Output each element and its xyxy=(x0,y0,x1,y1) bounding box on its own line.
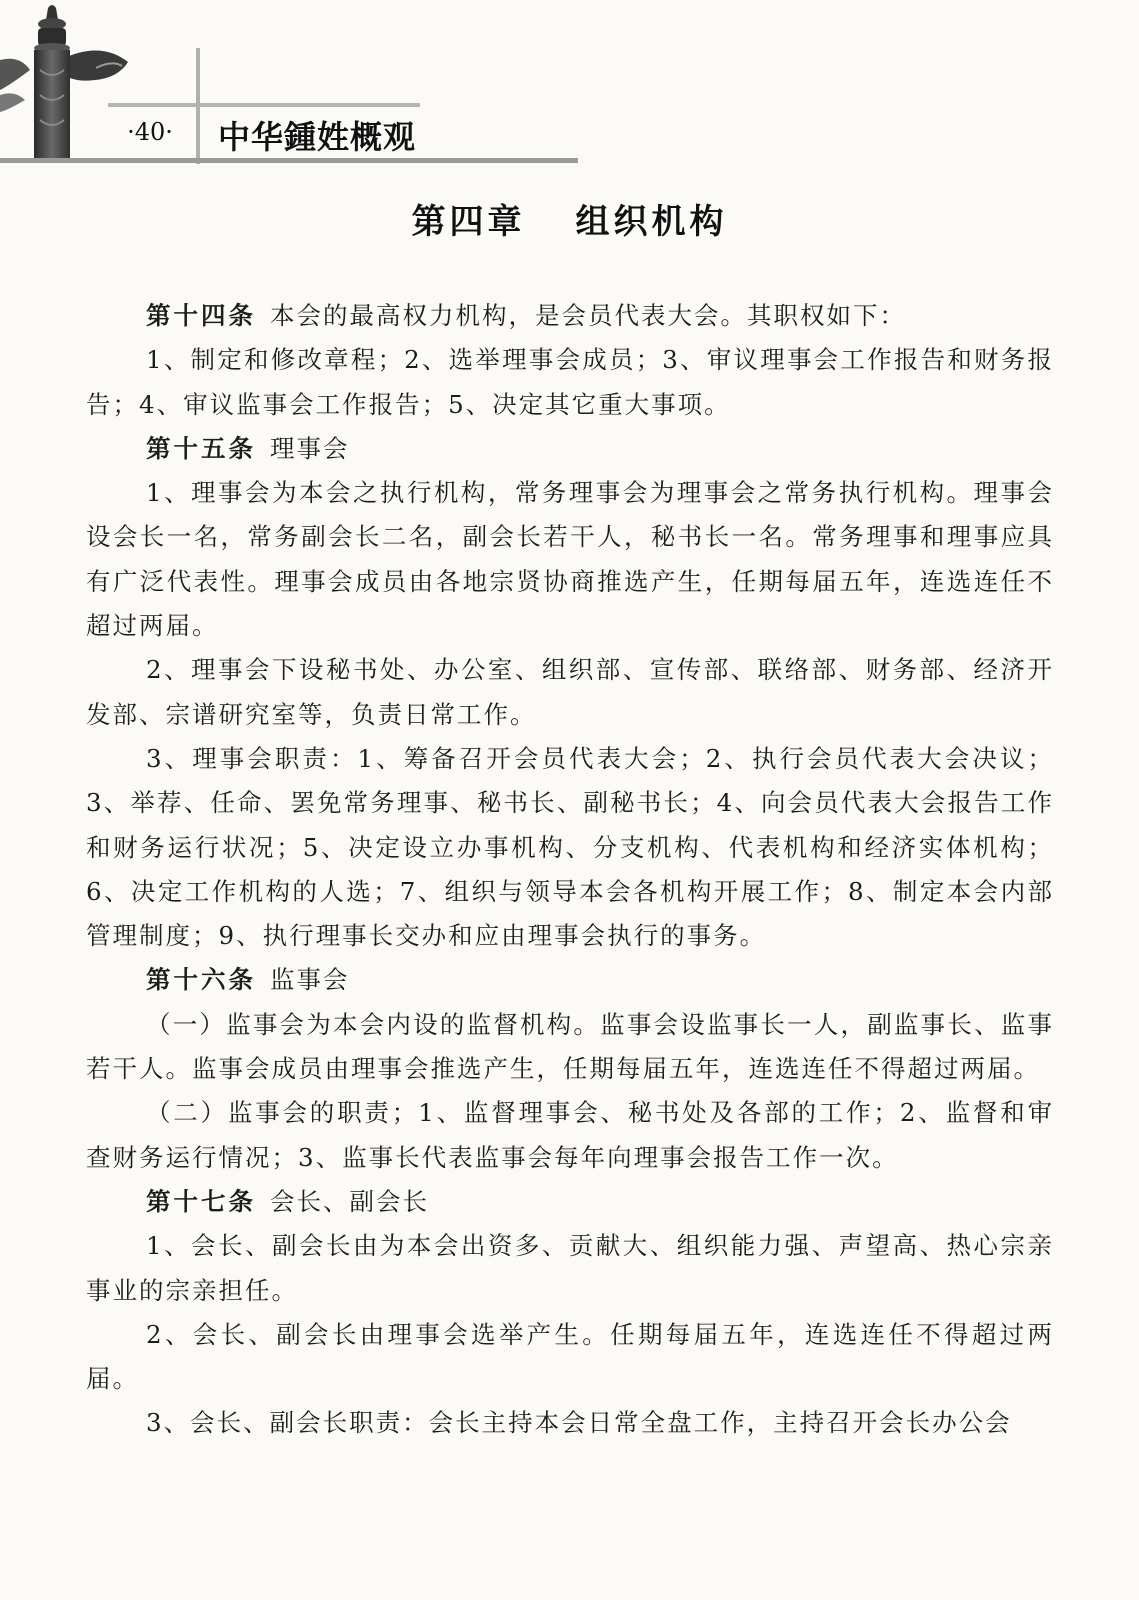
article-17-heading xyxy=(86,1180,1054,1224)
article-title: 会长、副会长 xyxy=(270,1186,429,1216)
paragraph: 2、会长、副会长由理事会选举产生。任期每届五年，连选连任不得超过两届。 xyxy=(86,1319,1054,1394)
article-label: 第十六条 xyxy=(146,965,256,995)
article-title: 本会的最高权力机构，是会员代表大会。其职权如下： xyxy=(270,301,906,330)
article-title: 监事会 xyxy=(270,965,350,995)
paragraph: 1、制定和修改章程；2、选举理事会成员；3、审议理事会工作报告和财务报告；4、审议监事会工作报告；5、决定其它重大事项。 xyxy=(86,345,1054,419)
chapter-title xyxy=(0,194,1139,243)
paragraph: 1、理事会为本会之执行机构，常务理事会为理事会之常务执行机构。理事会设会长一名，常务副会长二名，副会长若干人，秘书长一名。常务理事和理事应具有广泛代表性。理事会成员由各地宗贤协商推选产生，任期每届五年，连选连任不超过两届。 xyxy=(86,478,1054,641)
article-body xyxy=(86,294,1054,1446)
chapter-number: 第四章 xyxy=(411,202,526,242)
header-rule-vertical xyxy=(196,48,200,164)
paragraph: 2、理事会下设秘书处、办公室、组织部、宣传部、联络部、财务部、经济开发部、宗谱研究室等，负责日常工作。 xyxy=(86,655,1054,729)
article-label: 第十五条 xyxy=(146,433,256,463)
paragraph: 3、理事会职责：1、筹备召开会员代表大会；2、执行会员代表大会决议；3、举荐、任命、罢免常务理事、秘书长、副秘书长；4、向会员代表大会报告工作和财务运行状况；5、决定设立办事机构、分支机构、代表机构和经济实体机构；6、决定工作机构的人选；7、组织与领导本会各机构开展工作；8、制定本会内部管理制度；9、执行理事长交办和应由理事会执行的事务。 xyxy=(86,743,1054,951)
header-rule-top xyxy=(108,103,420,107)
article-14-heading xyxy=(86,294,1054,338)
paragraph: （二）监事会的职责；1、监督理事会、秘书处及各部的工作；2、监督和审查财务运行情况；3、监事长代表监事会每年向理事会报告工作一次。 xyxy=(86,1098,1054,1172)
chapter-name: 组织机构 xyxy=(575,202,728,242)
paragraph: 3、会长、副会长职责：会长主持本会日常全盘工作，主持召开会长办公会 xyxy=(146,1408,1012,1438)
article-16-heading xyxy=(86,958,1054,1002)
paragraph: （一）监事会为本会内设的监督机构。监事会设监事长一人，副监事长、监事若干人。监事会成员由理事会推选产生，任期每届五年，连选连任不得超过两届。 xyxy=(86,1009,1054,1084)
article-label: 第十七条 xyxy=(146,1186,256,1216)
article-title: 理事会 xyxy=(270,433,350,463)
paragraph: 1、会长、副会长由为本会出资多、贡献大、组织能力强、声望高、热心宗亲事业的宗亲担任。 xyxy=(86,1231,1054,1305)
article-15-heading xyxy=(86,427,1054,471)
header-rule-bottom xyxy=(0,158,578,163)
page-number: ·40· xyxy=(127,118,173,146)
article-label: 第十四条 xyxy=(146,301,256,330)
running-title: 中华鍾姓概观 xyxy=(218,118,417,156)
